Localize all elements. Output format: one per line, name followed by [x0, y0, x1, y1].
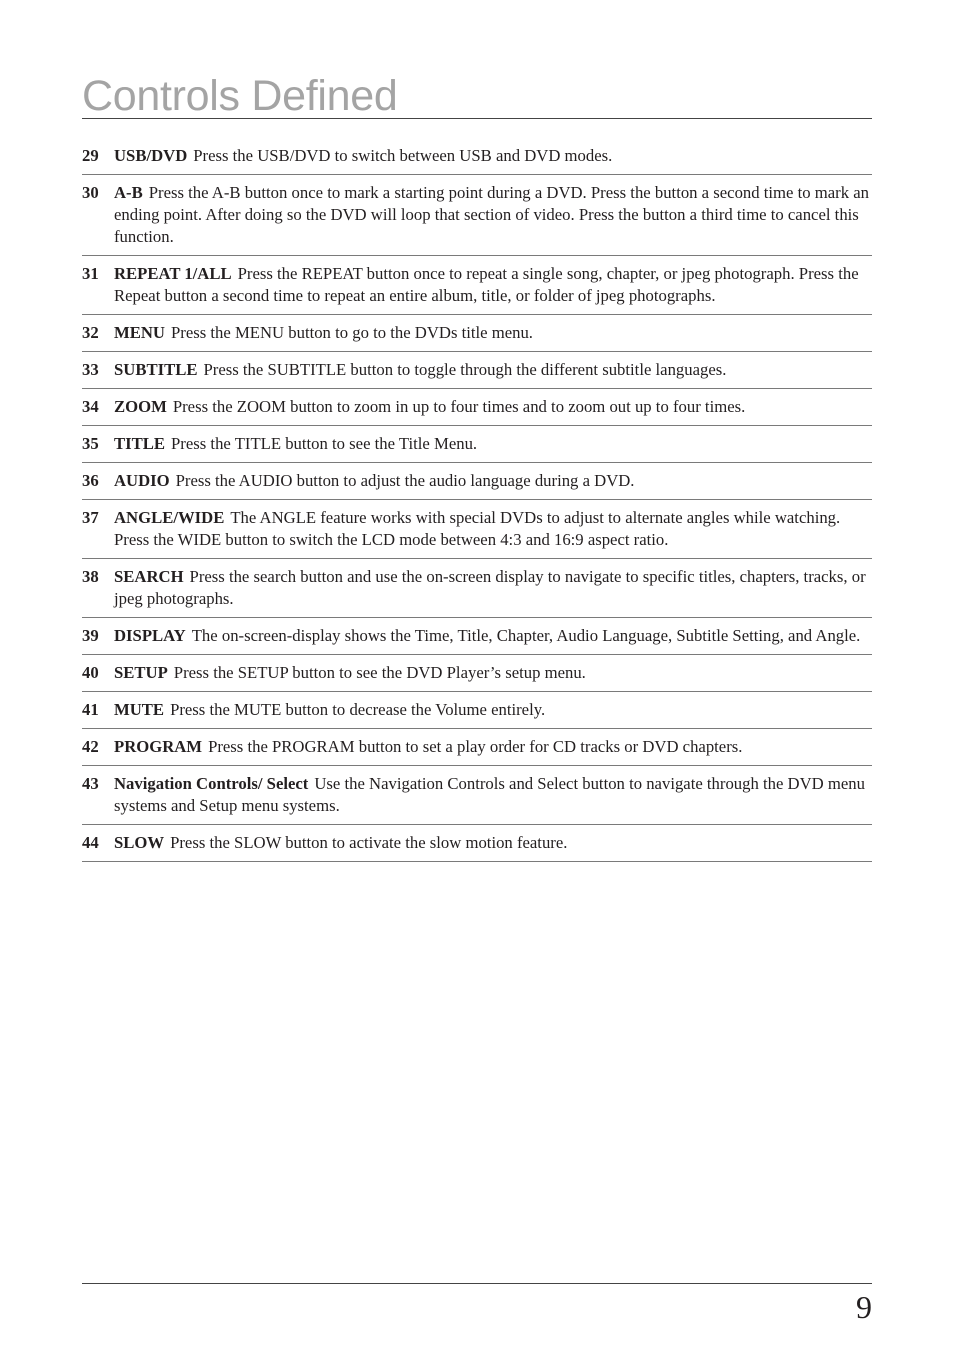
control-description: Press the SETUP button to see the DVD Player’s setup menu.	[173, 663, 586, 682]
control-number: 30	[82, 183, 99, 202]
control-text	[114, 433, 872, 455]
controls-list	[82, 138, 872, 862]
control-description: The on-screen-display shows the Time, Title, Chapter, Audio Language, Subtitle Setting, and Angle.	[191, 626, 861, 645]
control-item	[82, 766, 872, 825]
page-number: 9	[856, 1289, 872, 1325]
control-number: 40	[82, 663, 99, 682]
control-number: 35	[82, 434, 99, 453]
control-item	[82, 175, 872, 256]
control-name: A-B	[114, 183, 143, 202]
control-number: 32	[82, 323, 99, 342]
control-item	[82, 389, 872, 426]
control-name: MUTE	[114, 700, 165, 719]
control-item	[82, 729, 872, 766]
control-description: Press the AUDIO button to adjust the audio language during a DVD.	[175, 471, 635, 490]
page-title: Controls Defined	[82, 72, 398, 120]
control-number: 42	[82, 737, 99, 756]
control-name: Navigation Controls/ Select	[114, 774, 309, 793]
control-name: ZOOM	[114, 397, 167, 416]
control-description: Press the PROGRAM button to set a play order for CD tracks or DVD chapters.	[208, 737, 743, 756]
control-item	[82, 352, 872, 389]
control-description: Press the A-B button once to mark a starting point during a DVD. Press the button a second time to mark an ending point. After doing so the DVD will loop that section of video. Press the button a third time to cancel this function.	[114, 183, 869, 246]
control-text	[114, 832, 872, 854]
control-text	[114, 145, 872, 167]
control-number: 44	[82, 833, 99, 852]
control-text	[114, 263, 872, 307]
control-item	[82, 463, 872, 500]
control-description: Use the Navigation Controls and Select button to navigate through the DVD menu systems and Setup menu systems.	[114, 774, 865, 815]
control-description: Press the SLOW button to activate the slow motion feature.	[170, 833, 568, 852]
control-text	[114, 322, 872, 344]
control-name: TITLE	[114, 434, 166, 453]
control-item	[82, 559, 872, 618]
control-name: SEARCH	[114, 567, 184, 586]
control-name: ANGLE/WIDE	[114, 508, 225, 527]
control-number: 39	[82, 626, 99, 645]
control-name: REPEAT 1/ALL	[114, 264, 232, 283]
control-description: Press the TITLE button to see the Title Menu.	[171, 434, 478, 453]
control-text	[114, 182, 872, 248]
control-description: The ANGLE feature works with special DVDs to adjust to alternate angles while watching. Press the WIDE button to switch the LCD mode between 4:3 and 16:9 aspect ratio.	[114, 508, 841, 549]
control-item	[82, 256, 872, 315]
control-description: Press the MENU button to go to the DVDs title menu.	[170, 323, 533, 342]
control-text	[114, 507, 872, 551]
control-description: Press the ZOOM button to zoom in up to four times and to zoom out up to four times.	[172, 397, 746, 416]
control-item	[82, 825, 872, 862]
control-name: SUBTITLE	[114, 360, 198, 379]
control-number: 29	[82, 146, 99, 165]
title-divider	[82, 118, 872, 119]
control-name: PROGRAM	[114, 737, 203, 756]
control-text	[114, 773, 872, 817]
control-text	[114, 625, 872, 647]
control-item	[82, 500, 872, 559]
control-description: Press the MUTE button to decrease the Volume entirely.	[170, 700, 546, 719]
control-name: SLOW	[114, 833, 165, 852]
control-name: DISPLAY	[114, 626, 186, 645]
footer-divider	[82, 1283, 872, 1284]
control-name: SETUP	[114, 663, 168, 682]
control-description: Press the search button and use the on-screen display to navigate to specific titles, chapters, tracks, or jpeg photographs.	[114, 567, 866, 608]
control-item	[82, 618, 872, 655]
control-description: Press the REPEAT button once to repeat a single song, chapter, or jpeg photograph. Press the Repeat button a second time to repeat an entire album, title, or folder of jpeg photographs.	[114, 264, 859, 305]
control-text	[114, 566, 872, 610]
control-number: 43	[82, 774, 99, 793]
control-text	[114, 359, 872, 381]
control-number: 41	[82, 700, 99, 719]
control-text	[114, 699, 872, 721]
control-description: Press the USB/DVD to switch between USB and DVD modes.	[193, 146, 613, 165]
control-item	[82, 315, 872, 352]
control-item	[82, 692, 872, 729]
control-number: 37	[82, 508, 99, 527]
control-description: Press the SUBTITLE button to toggle through the different subtitle languages.	[203, 360, 727, 379]
control-text	[114, 470, 872, 492]
control-name: AUDIO	[114, 471, 170, 490]
control-name: MENU	[114, 323, 165, 342]
control-item	[82, 655, 872, 692]
control-text	[114, 396, 872, 418]
control-name: USB/DVD	[114, 146, 188, 165]
control-item	[82, 426, 872, 463]
control-number: 31	[82, 264, 99, 283]
control-text	[114, 736, 872, 758]
control-number: 34	[82, 397, 99, 416]
control-text	[114, 662, 872, 684]
control-number: 33	[82, 360, 99, 379]
control-item	[82, 138, 872, 175]
control-number: 36	[82, 471, 99, 490]
control-number: 38	[82, 567, 99, 586]
